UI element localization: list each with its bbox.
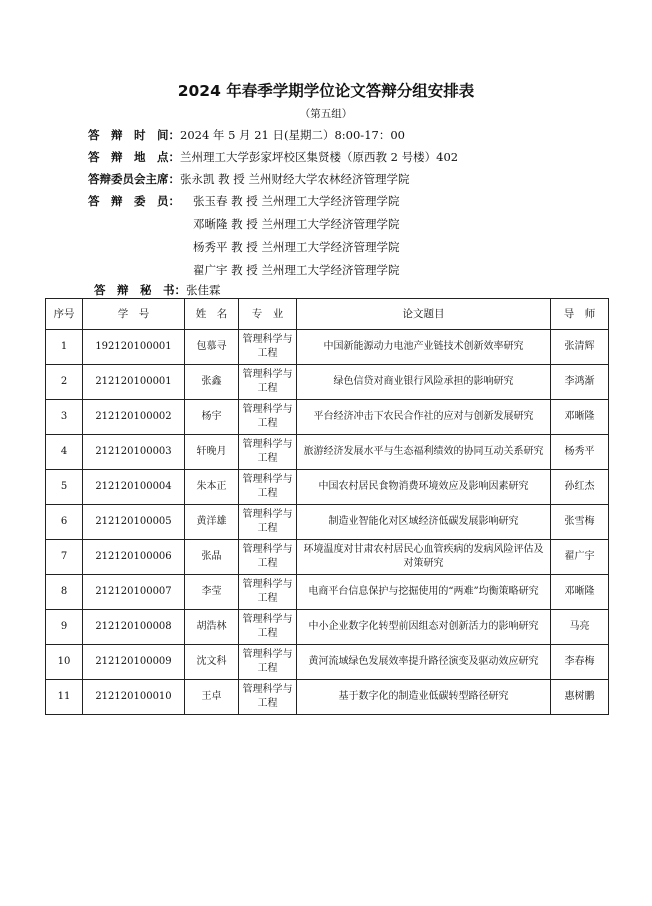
committee-chair-value: 张永凯 教 授 兰州财经大学农林经济管理学院 bbox=[180, 172, 410, 186]
cell-student-id: 212120100009 bbox=[83, 645, 185, 680]
cell-student-id: 212120100002 bbox=[83, 400, 185, 435]
cell-advisor: 孙红杰 bbox=[551, 470, 609, 505]
table-row bbox=[46, 435, 609, 470]
cell-topic: 中国农村居民食物消费环境效应及影响因素研究 bbox=[297, 470, 551, 505]
defense-time-value: 2024 年 5 月 21 日(星期二）8:00-17：00 bbox=[180, 128, 405, 142]
cell-major: 管理科学与工程 bbox=[239, 505, 297, 540]
defense-secretary bbox=[94, 281, 221, 299]
committee-member: 杨秀平 教 授 兰州理工大学经济管理学院 bbox=[193, 240, 400, 254]
cell-no: 9 bbox=[46, 610, 83, 645]
cell-advisor: 张雪梅 bbox=[551, 505, 609, 540]
cell-student-id: 212120100006 bbox=[83, 540, 185, 575]
cell-major: 管理科学与工程 bbox=[239, 365, 297, 400]
cell-name: 张鑫 bbox=[185, 365, 239, 400]
cell-topic: 中小企业数字化转型前因组态对创新活力的影响研究 bbox=[297, 610, 551, 645]
cell-no: 10 bbox=[46, 645, 83, 680]
table-row bbox=[46, 540, 609, 575]
cell-topic: 环境温度对甘肃农村居民心血管疾病的发病风险评估及对策研究 bbox=[297, 540, 551, 575]
cell-student-id: 212120100001 bbox=[83, 365, 185, 400]
cell-topic: 基于数字化的制造业低碳转型路径研究 bbox=[297, 680, 551, 715]
header-name: 姓 名 bbox=[185, 299, 239, 330]
group-subtitle: （第五组） bbox=[299, 108, 353, 120]
cell-topic: 电商平台信息保护与挖掘使用的“两难”均衡策略研究 bbox=[297, 575, 551, 610]
cell-no: 6 bbox=[46, 505, 83, 540]
header-topic: 论文题目 bbox=[297, 299, 551, 330]
cell-topic: 绿色信贷对商业银行风险承担的影响研究 bbox=[297, 365, 551, 400]
cell-advisor: 李春梅 bbox=[551, 645, 609, 680]
defense-place-label: 答 辩 地 点： bbox=[88, 150, 180, 164]
cell-name: 李莹 bbox=[185, 575, 239, 610]
defense-place-value: 兰州理工大学彭家坪校区集贤楼（原西教 2 号楼）402 bbox=[180, 150, 459, 164]
cell-name: 张晶 bbox=[185, 540, 239, 575]
cell-no: 4 bbox=[46, 435, 83, 470]
cell-advisor: 李鸿渐 bbox=[551, 365, 609, 400]
committee-members-label-line bbox=[88, 192, 180, 210]
cell-name: 朱本正 bbox=[185, 470, 239, 505]
cell-name: 王卓 bbox=[185, 680, 239, 715]
committee-member: 张玉春 教 授 兰州理工大学经济管理学院 bbox=[193, 194, 400, 208]
table-row bbox=[46, 400, 609, 435]
cell-no: 2 bbox=[46, 365, 83, 400]
cell-student-id: 212120100005 bbox=[83, 505, 185, 540]
cell-major: 管理科学与工程 bbox=[239, 575, 297, 610]
cell-topic: 中国新能源动力电池产业链技术创新效率研究 bbox=[297, 330, 551, 365]
schedule-table bbox=[45, 298, 609, 715]
cell-major: 管理科学与工程 bbox=[239, 400, 297, 435]
cell-student-id: 212120100007 bbox=[83, 575, 185, 610]
committee-member: 翟广宇 教 授 兰州理工大学经济管理学院 bbox=[193, 263, 400, 277]
committee-member: 邓晰隆 教 授 兰州理工大学经济管理学院 bbox=[193, 217, 400, 231]
cell-major: 管理科学与工程 bbox=[239, 540, 297, 575]
cell-no: 5 bbox=[46, 470, 83, 505]
cell-major: 管理科学与工程 bbox=[239, 435, 297, 470]
cell-no: 11 bbox=[46, 680, 83, 715]
cell-name: 沈文科 bbox=[185, 645, 239, 680]
committee-members-label: 答 辩 委 员： bbox=[88, 194, 180, 208]
table-row bbox=[46, 645, 609, 680]
cell-name: 黄洋雄 bbox=[185, 505, 239, 540]
cell-major: 管理科学与工程 bbox=[239, 680, 297, 715]
table-row bbox=[46, 365, 609, 400]
defense-secretary-label: 答 辩 秘 书： bbox=[94, 283, 186, 297]
cell-topic: 黄河流域绿色发展效率提升路径演变及驱动效应研究 bbox=[297, 645, 551, 680]
cell-advisor: 邓晰隆 bbox=[551, 400, 609, 435]
cell-major: 管理科学与工程 bbox=[239, 330, 297, 365]
cell-advisor: 张清辉 bbox=[551, 330, 609, 365]
cell-major: 管理科学与工程 bbox=[239, 610, 297, 645]
cell-name: 轩晚月 bbox=[185, 435, 239, 470]
defense-secretary-value: 张佳霖 bbox=[186, 283, 221, 297]
cell-topic: 旅游经济发展水平与生态福利绩效的协同互动关系研究 bbox=[297, 435, 551, 470]
cell-no: 3 bbox=[46, 400, 83, 435]
committee-members bbox=[193, 192, 399, 284]
cell-advisor: 惠树鹏 bbox=[551, 680, 609, 715]
table-row bbox=[46, 680, 609, 715]
table-row bbox=[46, 470, 609, 505]
cell-name: 胡浩林 bbox=[185, 610, 239, 645]
cell-student-id: 192120100001 bbox=[83, 330, 185, 365]
cell-no: 7 bbox=[46, 540, 83, 575]
cell-student-id: 212120100008 bbox=[83, 610, 185, 645]
table-row bbox=[46, 610, 609, 645]
header-no: 序号 bbox=[46, 299, 83, 330]
cell-no: 1 bbox=[46, 330, 83, 365]
cell-name: 杨宇 bbox=[185, 400, 239, 435]
table-row bbox=[46, 575, 609, 610]
cell-student-id: 212120100004 bbox=[83, 470, 185, 505]
defense-time bbox=[88, 126, 405, 144]
committee-chair-label: 答辩委员会主席： bbox=[88, 172, 180, 186]
committee-chair bbox=[88, 170, 409, 188]
document-title: 2024 年春季学期学位论文答辩分组安排表 bbox=[177, 82, 475, 100]
cell-advisor: 马亮 bbox=[551, 610, 609, 645]
cell-advisor: 邓晰隆 bbox=[551, 575, 609, 610]
cell-no: 8 bbox=[46, 575, 83, 610]
cell-advisor: 杨秀平 bbox=[551, 435, 609, 470]
cell-major: 管理科学与工程 bbox=[239, 645, 297, 680]
table-header-row bbox=[46, 299, 609, 330]
cell-name: 包慕寻 bbox=[185, 330, 239, 365]
cell-major: 管理科学与工程 bbox=[239, 470, 297, 505]
defense-time-label: 答 辩 时 间： bbox=[88, 128, 180, 142]
cell-topic: 平台经济冲击下农民合作社的应对与创新发展研究 bbox=[297, 400, 551, 435]
header-major: 专 业 bbox=[239, 299, 297, 330]
table-row bbox=[46, 505, 609, 540]
cell-student-id: 212120100003 bbox=[83, 435, 185, 470]
header-advisor: 导 师 bbox=[551, 299, 609, 330]
cell-advisor: 翟广宇 bbox=[551, 540, 609, 575]
cell-student-id: 212120100010 bbox=[83, 680, 185, 715]
table-row bbox=[46, 330, 609, 365]
defense-place bbox=[88, 148, 458, 166]
cell-topic: 制造业智能化对区域经济低碳发展影响研究 bbox=[297, 505, 551, 540]
header-student-id: 学 号 bbox=[83, 299, 185, 330]
